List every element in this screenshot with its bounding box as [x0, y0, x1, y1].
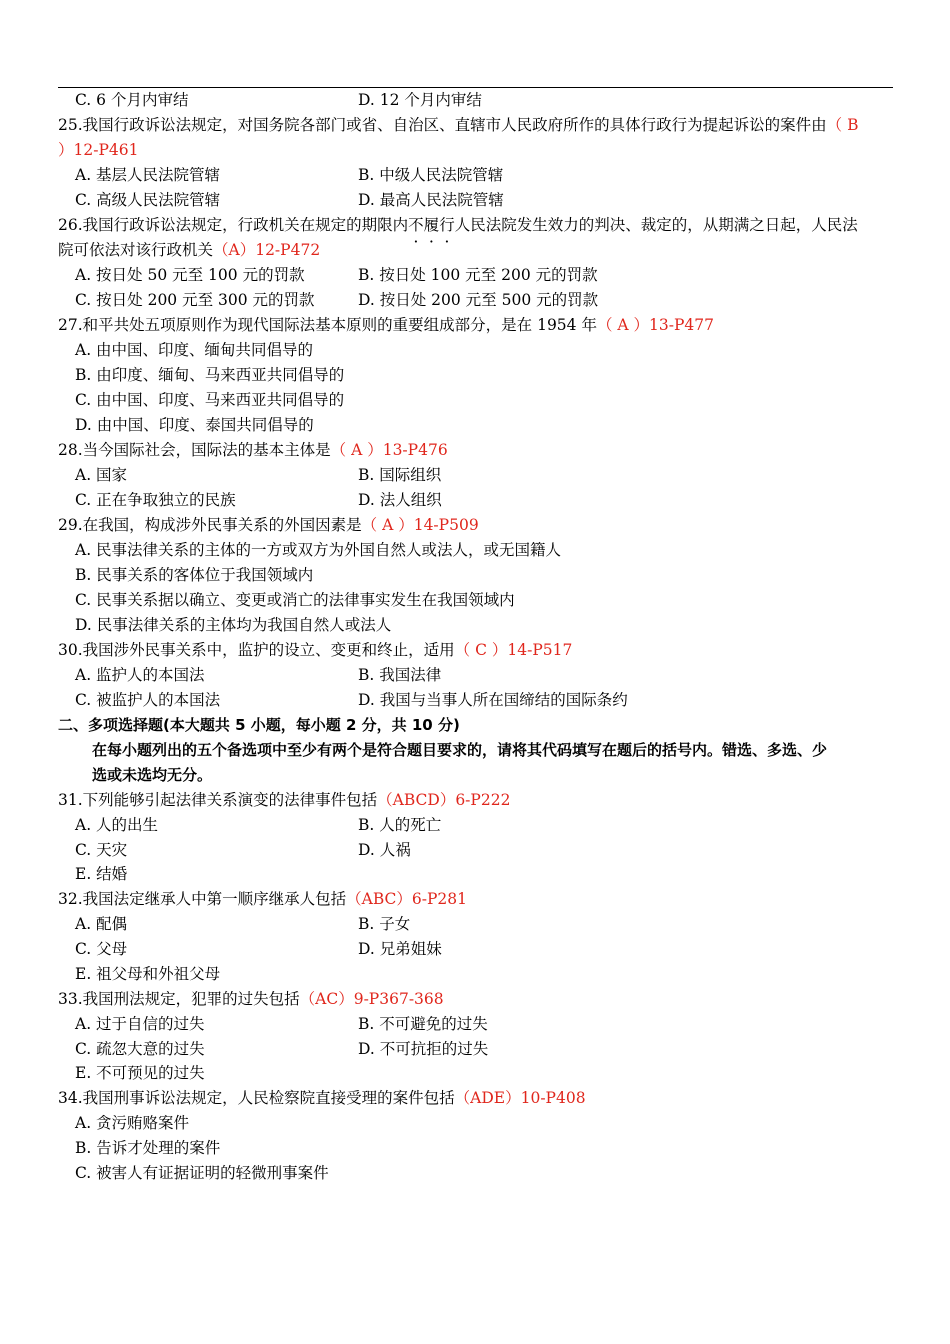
option-a: A. 过于自信的过失: [75, 1015, 205, 1033]
option-b: B. 我国法律: [358, 666, 442, 684]
option-c: C. 高级人民法院管辖: [75, 191, 221, 209]
question-25: [58, 113, 858, 138]
section-instructions-cont: 选或未选均无分。: [92, 766, 213, 784]
option-c: C. 按日处 200 元至 300 元的罚款: [75, 291, 315, 309]
option-e: E. 不可预见的过失: [75, 1064, 205, 1082]
option-c: C. 正在争取独立的民族: [75, 491, 236, 509]
question-32: [58, 887, 467, 912]
option-d: D. 人祸: [358, 841, 411, 859]
answer: （ABC）6-P281: [346, 890, 468, 908]
option-d: D. 兄弟姐妹: [358, 940, 442, 958]
option-a: A. 监护人的本国法: [75, 666, 205, 684]
option-d: D. 法人组织: [358, 491, 442, 509]
answer: （ A ）14-P509: [361, 516, 479, 534]
answer: （ B: [826, 116, 859, 134]
question-25-cont: [58, 138, 139, 163]
question-text: 32.我国法定继承人中第一顺序继承人包括: [58, 890, 347, 908]
question-28: [58, 438, 448, 463]
option-b: B. 子女: [358, 915, 411, 933]
option-d: D. 12 个月内审结: [358, 91, 482, 109]
question-text: 27.和平共处五项原则作为现代国际法基本原则的重要组成部分，是在 1954 年: [58, 316, 597, 334]
option-b: B. 告诉才处理的案件: [75, 1139, 221, 1157]
option-d: D. 由中国、印度、泰国共同倡导的: [75, 416, 314, 434]
option-d: D. 我国与当事人所在国缔结的国际条约: [358, 691, 628, 709]
option-b: B. 民事关系的客体位于我国领域内: [75, 566, 314, 584]
option-b: B. 国际组织: [358, 466, 442, 484]
option-c: C. 民事关系据以确立、变更或消亡的法律事实发生在我国领域内: [75, 591, 515, 609]
answer: （ A ）13-P477: [596, 316, 714, 334]
option-d: D. 不可抗拒的过失: [358, 1040, 489, 1058]
option-b: B. 人的死亡: [358, 816, 442, 834]
section-title: 二、多项选择题(本大题共 5 小题，每小题 2 分，共 10 分): [58, 716, 460, 734]
option-c: C. 天灾: [75, 841, 128, 859]
option-a: A. 民事法律关系的主体的一方或双方为外国自然人或法人，或无国籍人: [75, 541, 562, 559]
emphasis-text: [408, 216, 455, 234]
option-e: E. 结婚: [75, 865, 128, 883]
question-text: 33.我国刑法规定，犯罪的过失包括: [58, 990, 300, 1008]
question-text: 院可依法对该行政机关: [58, 241, 214, 259]
question-33: [58, 987, 444, 1012]
answer: （AC）9-P367-368: [299, 990, 444, 1008]
question-30: [58, 638, 572, 663]
option-a: A. 国家: [75, 466, 128, 484]
option-d: D. 最高人民法院管辖: [358, 191, 504, 209]
question-text: 31.下列能够引起法律关系演变的法律事件包括: [58, 791, 378, 809]
option-a: A. 配偶: [75, 915, 128, 933]
answer: （A）12-P472: [213, 241, 321, 259]
question-26: [58, 213, 858, 238]
option-a: A. 贪污贿赂案件: [75, 1114, 190, 1132]
option-b: B. 按日处 100 元至 200 元的罚款: [358, 266, 598, 284]
question-text: 30.我国涉外民事关系中，监护的设立、变更和终止，适用: [58, 641, 455, 659]
answer: （ABCD）6-P222: [377, 791, 511, 809]
option-b: B. 由印度、缅甸、马来西亚共同倡导的: [75, 366, 345, 384]
option-e: E. 祖父母和外祖父母: [75, 965, 221, 983]
question-26-cont: [58, 238, 320, 263]
question-29: [58, 513, 479, 538]
option-b: B. 不可避免的过失: [358, 1015, 488, 1033]
option-c: C. 被监护人的本国法: [75, 691, 221, 709]
question-text: 29.在我国，构成涉外民事关系的外国因素是: [58, 516, 362, 534]
section-instructions: 在每小题列出的五个备选项中至少有两个是符合题目要求的，请将其代码填写在题后的括号内。错选、多选、少: [92, 741, 828, 759]
option-a: A. 按日处 50 元至 100 元的罚款: [75, 266, 305, 284]
emphasis-char: 履: [423, 216, 440, 234]
question-text: 26.我国行政诉讼法规定，行政机关在规定的期限内: [58, 216, 409, 234]
option-d: D. 民事法律关系的主体均为我国自然人或法人: [75, 616, 392, 634]
option-c: C. 6 个月内审结: [75, 91, 189, 109]
option-a: A. 人的出生: [75, 816, 159, 834]
page-reference: 12-P461: [73, 141, 139, 159]
question-text: 25.我国行政诉讼法规定，对国务院各部门或省、自治区、直辖市人民政府所作的具体行政行为提起诉讼的案件由: [58, 116, 827, 134]
option-b: B. 中级人民法院管辖: [358, 166, 504, 184]
option-c: C. 疏忽大意的过失: [75, 1040, 205, 1058]
question-34: [58, 1086, 586, 1111]
option-c: C. 父母: [75, 940, 128, 958]
option-c: C. 由中国、印度、马来西亚共同倡导的: [75, 391, 345, 409]
emphasis-char: 不: [408, 216, 424, 234]
option-d: D. 按日处 200 元至 500 元的罚款: [358, 291, 599, 309]
emphasis-char: 行: [439, 216, 455, 234]
option-a: A. 由中国、印度、缅甸共同倡导的: [75, 341, 314, 359]
option-c: C. 被害人有证据证明的轻微刑事案件: [75, 1164, 329, 1182]
question-text: 28.当今国际社会，国际法的基本主体是: [58, 441, 331, 459]
question-31: [58, 788, 510, 813]
question-text: 34.我国刑事诉讼法规定，人民检察院直接受理的案件包括: [58, 1089, 455, 1107]
question-27: [58, 313, 714, 338]
answer: ）: [58, 141, 74, 159]
answer: （ADE）10-P408: [454, 1089, 586, 1107]
answer: （ C ）14-P517: [454, 641, 573, 659]
option-a: A. 基层人民法院管辖: [75, 166, 221, 184]
question-text: 人民法院发生效力的判决、裁定的，从期满之日起，人民法: [454, 216, 858, 234]
answer: （ A ）13-P476: [330, 441, 448, 459]
